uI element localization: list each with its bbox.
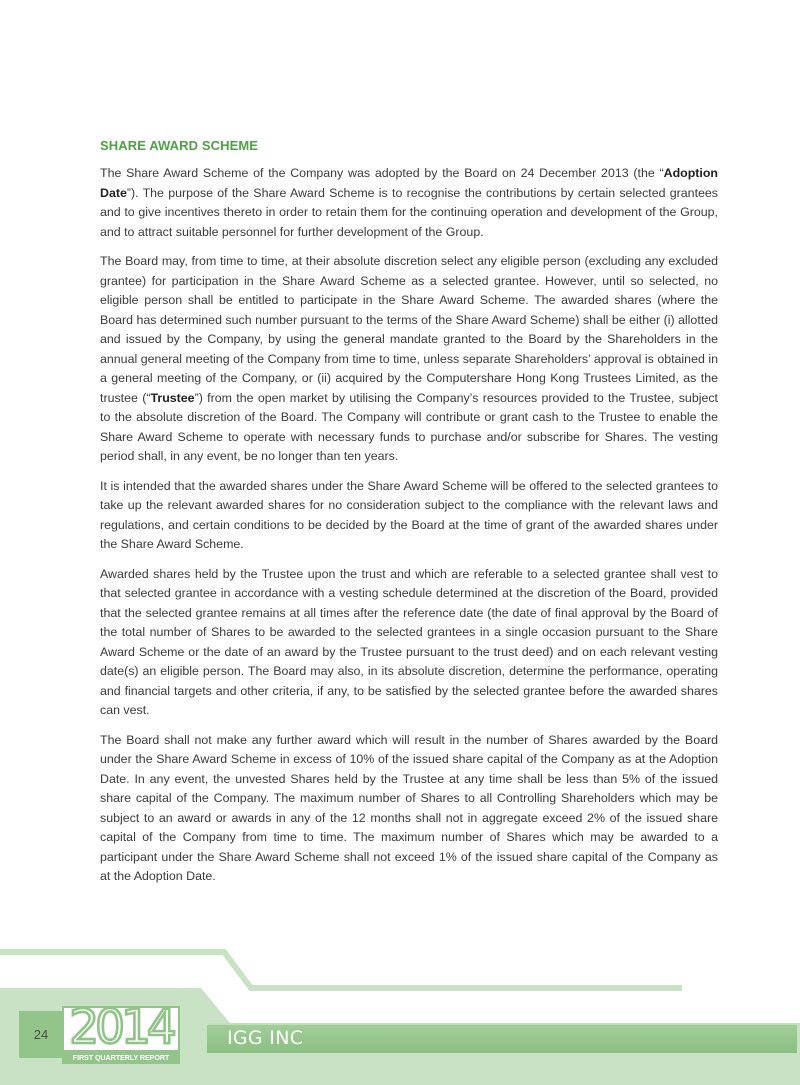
page-footer xyxy=(0,930,800,1085)
paragraph-eligibility xyxy=(100,252,718,467)
defined-term-trustee: Trustee xyxy=(150,390,195,405)
paragraph-intention: It is intended that the awarded shares under the Share Award Scheme will be offered to the selected grantees to take up the relevant awarded shares for no consideration subject to the compliance with the relevant laws and regulations, and certain conditions to be decided by the Board at the time of grant of the awarded shares under the Share Award Scheme. xyxy=(100,478,718,551)
decorative-line xyxy=(0,952,682,988)
paragraph-adoption xyxy=(100,164,718,242)
logo-year-area xyxy=(64,1008,178,1050)
defined-term-adoption-date: Adoption Date xyxy=(100,166,718,200)
paragraph-vesting: Awarded shares held by the Trustee upon the trust and which are referable to a selected grantee shall vest to that selected grantee in accordance with a vesting schedule determined at the discretion of the Board, provided that the selected grantee remains at all times after the reference date (the date of final approval by the Board of the total number of Shares to be awarded to the selected grantees in a single occasion pursuant to the Share Award Scheme or the date of an award by the Trustee pursuant to the trust deed) and on each relevant vesting date(s) an eligible person. The Board may also, in its absolute discretion, determine the performance, operating and financial targets and other criteria, if any, to be satisfied by the selected grantee before the awarded shares can vest. xyxy=(100,566,718,717)
page-number: 24 xyxy=(33,1027,49,1042)
page-number-box xyxy=(19,1011,63,1058)
report-logo xyxy=(62,1006,180,1064)
page-content xyxy=(100,138,718,897)
company-bar xyxy=(207,1023,797,1053)
paragraph-text: ”) from the open market by utilising the Company’s resources provided to the Trustee, subject to the absolute discretion of the Board. The Company will contribute or grant cash to the Trustee to enable the Share Award Scheme to operate with necessary funds to purchase and/or subscribe for Shares. The vesting period shall, in any event, be no longer than ten years. xyxy=(100,390,718,463)
logo-year: 2014 xyxy=(69,1008,173,1050)
section-title: SHARE AWARD SCHEME xyxy=(100,138,259,153)
paragraph-text: The Share Award Scheme of the Company was adopted by the Board on 24 December 2013 (the “ xyxy=(100,166,664,180)
company-name: IGG INC xyxy=(227,1027,304,1049)
paragraph-text: ”). The purpose of the Share Award Scheme is to recognise the contributions by certain selected grantees and to give incentives thereto in order to retain them for the continuing operation and development of the Group, and to attract suitable personnel for further development of the Group. xyxy=(100,185,718,239)
logo-subtitle: FIRST QUARTERLY REPORT xyxy=(72,1053,170,1062)
paragraph-text: The Board may, from time to time, at their absolute discretion select any eligible person (excluding any excluded grantee) for participation in the Share Award Scheme as a selected grantee. However, until so selected, no eligible person shall be entitled to participate in the Share Award Scheme. The awarded shares (where the Board has determined such number pursuant to the terms of the Share Award Scheme) shall be either (i) allotted and issued by the Company, by using the general mandate granted to the Board by the Shareholders in the annual general meeting of the Company from time to time, unless separate Shareholders’ approval is obtained in a general meeting of the Company, or (ii) acquired by the Computershare Hong Kong Trustees Limited, as the trustee (“ xyxy=(100,254,718,405)
paragraph-limits: The Board shall not make any further award which will result in the number of Shares awarded by the Board under the Share Award Scheme in excess of 10% of the issued share capital of the Company as at the Adoption Date. In any event, the unvested Shares held by the Trustee at any time shall be less than 5% of the issued share capital of the Company. The maximum number of Shares to all Controlling Shareholders which may be subject to an award or awards in any of the 12 months shall not in aggregate exceed 2% of the issued share capital of the Company from time to time. The maximum number of Shares which may be awarded to a participant under the Share Award Scheme shall not exceed 1% of the issued share capital of the Company as at the Adoption Date. xyxy=(100,732,718,883)
